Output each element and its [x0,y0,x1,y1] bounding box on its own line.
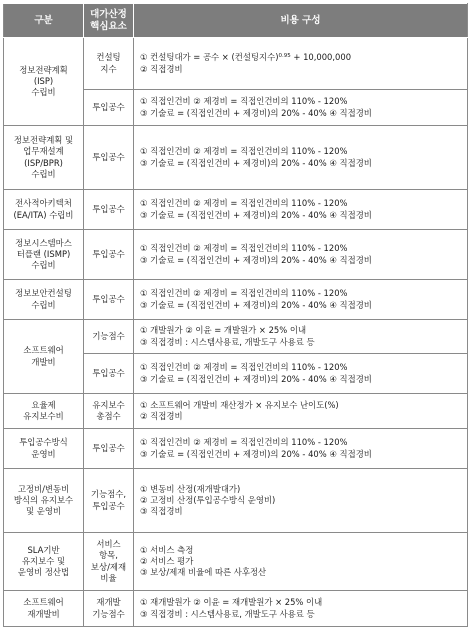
cost-line: ③ 기술료 = (직접인건비 + 제경비)의 20% - 40% ④ 직접경비 [140,157,372,168]
table-row [4,190,468,230]
cost-line: ③ 기술료 = (직접인건비 + 제경비)의 20% - 40% ④ 직접경비 [140,209,372,220]
composition-cell [134,429,468,469]
category-cell: 전사적아키텍처 (EA/ITA) 수립비 [4,190,84,230]
cost-line: ① 직접인건비 ② 제경비 = 직접인건비의 110% - 120% [140,437,348,448]
factor-cell: 투입공수 [84,190,134,230]
exponent: 0.95 [278,53,291,60]
composition-cell [134,591,468,627]
cost-line: ① 변동비 산정(재개발대가) [140,483,241,494]
composition-cell [134,190,468,230]
table-row [4,320,468,354]
table-body [4,38,468,627]
cost-line: ① 직접인건비 ② 제경비 = 직접인건비의 110% - 120% [140,96,348,107]
table-row [4,126,468,190]
header-factor [84,4,134,38]
cost-line: ③ 기술료 = (직접인건비 + 제경비)의 20% - 40% ④ 직접경비 [140,254,372,265]
category-cell: 정보전략계획 (ISP) 수립비 [4,38,84,126]
table-row [4,394,468,429]
cost-line: ① 직접인건비 ② 제경비 = 직접인건비의 110% - 120% [140,362,348,373]
cost-line: ① 직접인건비 ② 제경비 = 직접인건비의 110% - 120% [140,288,348,299]
header-category: 구분 [4,4,84,38]
factor-cell: 투입공수 [84,280,134,320]
table-header [4,4,468,38]
category-cell: 고정비/변동비 방식의 유지보수 및 운영비 [4,469,84,533]
cost-line: ① 소프트웨어 개발비 재산정가 × 유지보수 난이도(%) [140,399,339,410]
cost-line: ③ 직접경비 [140,506,183,517]
cost-line: ① 서비스 측정 [140,544,194,555]
table-row [4,230,468,280]
cost-line: ② 직접경비 [140,63,183,74]
cost-line: ③ 기술료 = (직접인건비 + 제경비)의 20% - 40% ④ 직접경비 [140,373,372,384]
table-row [4,533,468,591]
cost-composition-table [3,3,468,627]
cost-line: ① 직접인건비 ② 제경비 = 직접인건비의 110% - 120% [140,146,348,157]
table-row [4,591,468,627]
cost-line: ③ 직접경비 : 시스템사용료, 개발도구 사용료 등 [140,608,315,619]
cost-line: ② 서비스 평가 [140,555,194,566]
category-cell: 요율제 유지보수비 [4,394,84,429]
category-cell: 정보시스템마스 터플랜 (ISMP) 수립비 [4,230,84,280]
header-factor-line-2: 핵심요소 [90,20,127,32]
table-row [4,469,468,533]
composition-cell [134,38,468,90]
composition-cell [134,230,468,280]
composition-cell [134,533,468,591]
factor-cell: 컨설팅 지수 [84,38,134,90]
category-cell: 소프트웨어 개발비 [4,320,84,394]
category-cell: 정보보안컨설팅 수립비 [4,280,84,320]
cost-line: ① 컨설팅대가 = 공수 × (컨설팅지수)$^{0.95}$ + 10,000,000 [140,52,352,63]
factor-cell: 서비스 항목, 보상/제재 비율 [84,533,134,591]
table-row [4,38,468,90]
cost-line: ③ 기술료 = (직접인건비 + 제경비)의 20% - 40% ④ 직접경비 [140,299,372,310]
cost-line: ② 직접경비 [140,411,183,421]
factor-cell: 기능점수 [84,320,134,354]
cost-line: ① 직접인건비 ② 제경비 = 직접인건비의 110% - 120% [140,198,348,209]
composition-cell [134,126,468,190]
cost-line: ③ 보상/제재 비율에 따른 사후정산 [140,567,267,578]
category-cell: 정보전략계획 및 업무재설계 (ISP/BPR) 수립비 [4,126,84,190]
factor-cell: 투입공수 [84,429,134,469]
factor-cell: 재개발 기능점수 [84,591,134,627]
composition-cell [134,280,468,320]
header-row [4,4,468,38]
cost-line: ② 고정비 산정(투입공수방식 운영비) [140,494,276,505]
table-row [4,280,468,320]
factor-cell: 투입공수 [84,90,134,126]
composition-cell [134,469,468,533]
composition-cell [134,90,468,126]
composition-cell [134,320,468,354]
category-cell: 투입공수방식 운영비 [4,429,84,469]
category-cell: 소프트웨어 재개발비 [4,591,84,627]
cost-line: ① 개발원가 ② 이윤 = 개발원가 × 25% 이내 [140,325,307,336]
cost-line: ③ 기술료 = (직접인건비 + 제경비)의 20% - 40% ④ 직접경비 [140,107,372,118]
header-factor-line-1: 대가산정 [90,8,127,20]
header-composition: 비용 구성 [134,4,468,38]
table-row [4,429,468,469]
category-cell: SLA기반 유지보수 및 운영비 정산법 [4,533,84,591]
factor-cell: 투입공수 [84,354,134,394]
cost-line: ③ 기술료 = (직접인건비 + 제경비)의 20% - 40% ④ 직접경비 [140,448,372,459]
composition-cell [134,354,468,394]
factor-cell: 유지보수 총점수 [84,394,134,429]
factor-cell: 투입공수 [84,230,134,280]
composition-cell [134,394,468,429]
factor-cell: 기능점수, 투입공수 [84,469,134,533]
cost-line: ③ 직접경비 : 시스템사용료, 개발도구 사용료 등 [140,336,315,347]
factor-cell: 투입공수 [84,126,134,190]
cost-line: ① 재개발원가 ② 이윤 = 재개발원가 × 25% 이내 [140,597,323,608]
cost-line: ① 직접인건비 ② 제경비 = 직접인건비의 110% - 120% [140,243,348,254]
